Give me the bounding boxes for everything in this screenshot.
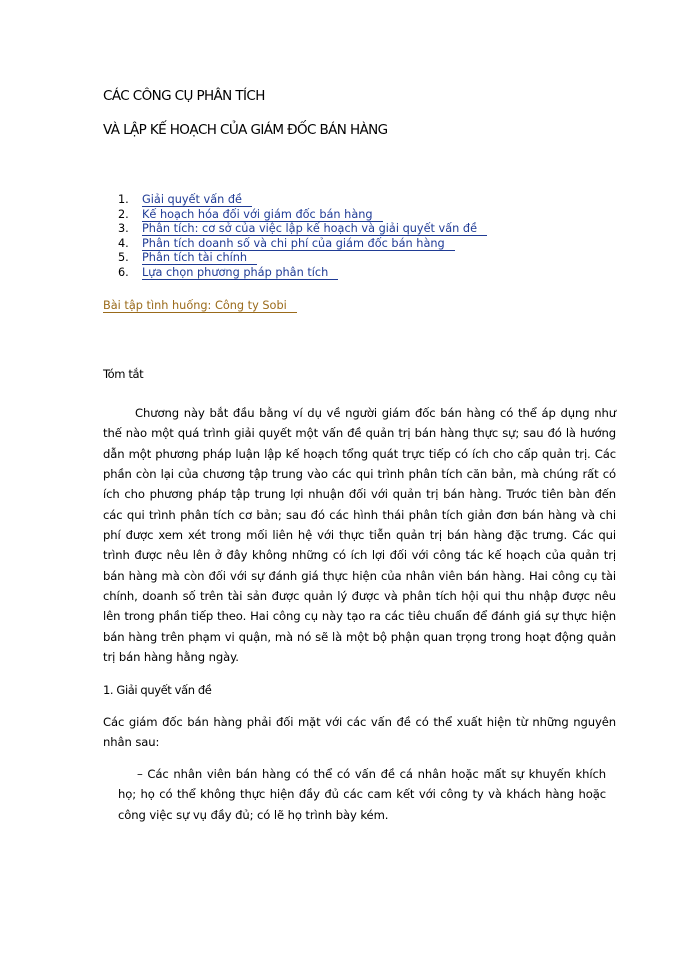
section-1-bullet: – Các nhân viên bán hàng có thể có vấn đề cá nhân hoặc mất sự khuyến khích họ; họ có thể không thực hiện đầy đủ các cam kết với công ty và khách hàng hoặc công việc sự vụ đầy đủ; có lẽ họ trình bày kém. (118, 767, 606, 822)
toc-item: 1. Giải quyết vấn đề (118, 193, 487, 208)
section-1-heading: 1. Giải quyết vấn đề (103, 683, 212, 697)
document-title-line-2: VÀ LẬP KẾ HOẠCH CỦA GIÁM ĐỐC BÁN HÀNG (103, 122, 388, 138)
toc-item: 2. Kế hoạch hóa đối với giám đốc bán hàng (118, 208, 487, 223)
section-1-intro: Các giám đốc bán hàng phải đối mặt với các vấn đề có thể xuất hiện từ những nguyên nhân sau: (103, 715, 616, 750)
toc-link-financial-analysis[interactable]: Phân tích tài chính (142, 251, 257, 265)
toc-item: 4. Phân tích doanh số và chi phí của giám đốc bán hàng (118, 237, 487, 252)
table-of-contents (118, 193, 487, 281)
toc-link-sales-cost-analysis[interactable]: Phân tích doanh số và chi phí của giám đốc bán hàng (142, 237, 455, 251)
summary-heading: Tóm tắt (103, 367, 144, 381)
case-study (103, 299, 297, 312)
case-study-link[interactable]: Bài tập tình huống: Công ty Sobi (103, 299, 297, 313)
toc-link-problem-solving[interactable]: Giải quyết vấn đề (142, 193, 252, 207)
toc-item: 5. Phân tích tài chính (118, 251, 487, 266)
document-title-line-1: CÁC CÔNG CỤ PHÂN TÍCH (103, 88, 265, 104)
toc-item: 6. Lựa chọn phương pháp phân tích (118, 266, 487, 281)
toc-item: 3. Phân tích: cơ sở của việc lập kế hoạch và giải quyết vấn đề (118, 222, 487, 237)
toc-link-analysis-basis[interactable]: Phân tích: cơ sở của việc lập kế hoạch và giải quyết vấn đề (142, 222, 487, 236)
summary-paragraph: Chương này bắt đầu bằng ví dụ về người giám đốc bán hàng có thể áp dụng như thế nào một quá trình giải quyết một vấn đề quản trị bán hàng thực sự; sau đó là hướng dẫn một phương pháp luận lập kế hoạch tổng quát trực tiếp có ích cho cấp quản trị. Các phần còn lại của chương tập trung vào các qui trình phân tích căn bản, mà chúng rất có ích cho phương pháp tập trung lợi nhuận đối với quản trị bán hàng. Trước tiên bàn đến các qui trình phân tích cơ bản; sau đó các hình thái phân tích giản đơn bán hàng và chi phí được xem xét trong mối liên hệ với thực tiễn quản trị bán hàng đặc trưng. Các qui trình được nêu lên ở đây không những có ích lợi đối với công tác kế hoạch của quản trị bán hàng mà còn đối với sự đánh giá thực hiện của nhân viên bán hàng. Hai công cụ tài chính, doanh số trên tài sản được quản lý được và phân tích hội qui thu nhập được nêu lên trong phần tiếp theo. Hai công cụ này tạo ra các tiêu chuẩn để đánh giá sự thực hiện bán hàng trên phạm vi quận, mà nó sẽ là một bộ phận quan trọng trong hoạt động quản trị bán hàng hằng ngày. (103, 406, 616, 665)
toc-link-planning[interactable]: Kế hoạch hóa đối với giám đốc bán hàng (142, 208, 383, 222)
toc-link-method-selection[interactable]: Lựa chọn phương pháp phân tích (142, 266, 338, 280)
